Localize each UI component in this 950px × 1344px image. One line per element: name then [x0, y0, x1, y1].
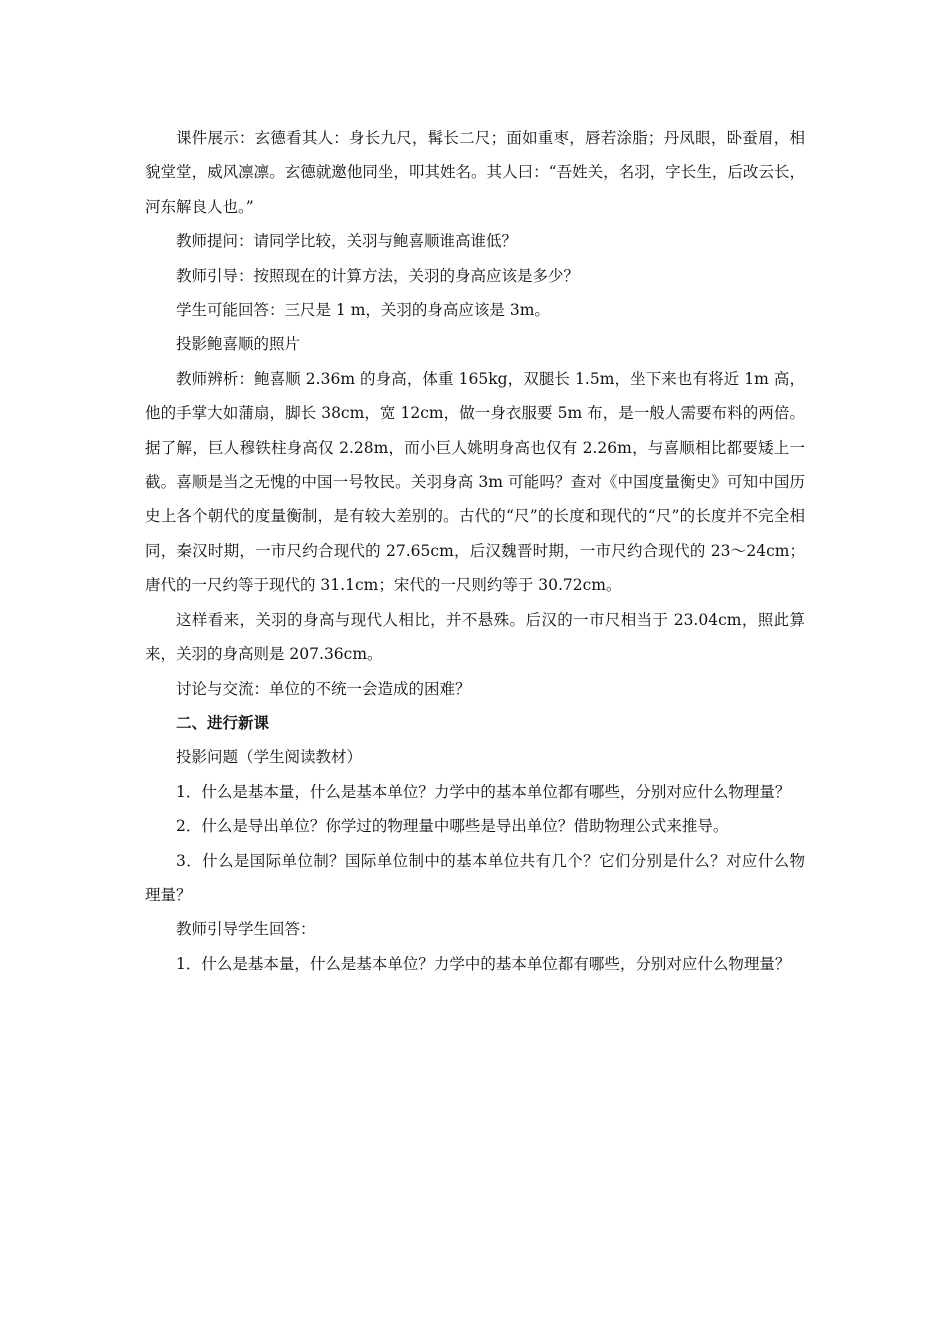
paragraph-teacher-guides-answer: 教师引导学生回答： — [176, 920, 316, 939]
document-body — [145, 121, 805, 981]
list-item-question-2: 2．什么是导出单位？你学过的物理量中哪些是导出单位？借助物理公式来推导。 — [176, 817, 729, 836]
paragraph-courseware-display: 课件展示：玄德看其人：身长九尺，髯长二尺；面如重枣，唇若涂脂；丹凤眼，卧蚕眉，相貌堂堂，威风凛凛。玄德就邀他同坐，叩其姓名。其人曰：“吾姓关，名羽，字长生，后改云长，河东解良人也。” — [145, 129, 805, 216]
paragraph-projection-photo: 投影鲍喜顺的照片 — [176, 335, 301, 354]
list-item-question-3: 3．什么是国际单位制？国际单位制中的基本单位共有几个？它们分别是什么？对应什么物理量？ — [145, 851, 805, 904]
section-heading-new-lesson: 二、进行新课 — [176, 713, 270, 732]
list-item-question-1: 1．什么是基本量，什么是基本单位？力学中的基本单位都有哪些，分别对应什么物理量？ — [176, 782, 791, 801]
paragraph-projection-questions: 投影问题（学生阅读教材） — [176, 748, 363, 767]
list-item-answer-1: 1．什么是基本量，什么是基本单位？力学中的基本单位都有哪些，分别对应什么物理量？ — [176, 954, 791, 973]
paragraph-teacher-guidance: 教师引导：按照现在的计算方法，关羽的身高应该是多少？ — [176, 266, 580, 285]
paragraph-conclusion: 这样看来，关羽的身高与现代人相比，并不悬殊。后汉的一市尺相当于 23.04cm，照此算来，关羽的身高则是 207.36cm。 — [145, 610, 805, 664]
paragraph-student-answer: 学生可能回答：三尺是 1 m，关羽的身高应该是 3m。 — [176, 301, 550, 320]
paragraph-discussion: 讨论与交流：单位的不统一会造成的困难？ — [176, 679, 471, 698]
paragraph-teacher-analysis: 教师辨析：鲍喜顺 2.36m 的身高，体重 165kg，双腿长 1.5m，坐下来也有将近 1m 高，他的手掌大如蒲扇，脚长 38cm，宽 12cm，做一身衣服要 5m 布，是一般人需要布料的两倍。据了解，巨人穆铁柱身高仅 2.28m，而小巨人姚明身高也仅有 2.26m，与喜顺相比都要矮上一截。喜顺是当之无愧的中国一号牧民。关羽身高 3m 可能吗？查对《中国度量衡史》可知中国历史上各个朝代的度量衡制，是有较大差别的。古代的“尺”的长度和现代的“尺”的长度并不完全相同，秦汉时期，一市尺约合现代的 27.65cm，后汉魏晋时期，一市尺约合现代的 23～24cm；唐代的一尺约等于现代的 31.1cm；宋代的一尺则约等于 30.72cm。 — [145, 369, 805, 595]
paragraph-teacher-question: 教师提问：请同学比较，关羽与鲍喜顺谁高谁低？ — [176, 232, 518, 251]
